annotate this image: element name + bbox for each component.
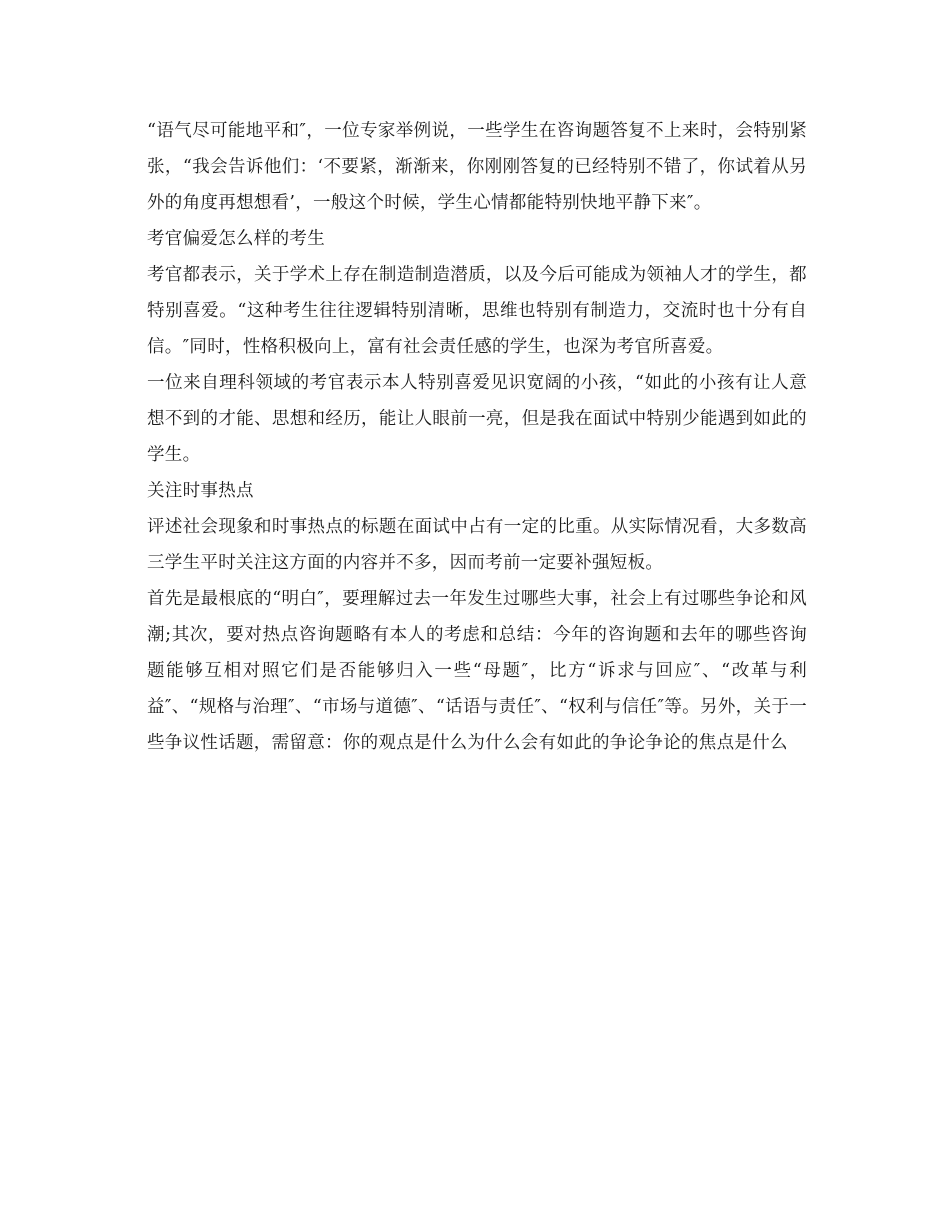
paragraph-examiner-preferences: 考官都表示，关于学术上存在制造制造潜质，以及今后可能成为领袖人才的学生，都特别喜爱。“这种考生往往逻辑特别清晰，思维也特别有制造力，交流时也十分有自信。″同时，性格积极向上，富有社会责任感的学生，也深为考官所喜爱。	[147, 265, 807, 357]
paragraph-preparation-advice: 首先是最根底的“明白″，要理解过去一年发生过哪些大事，社会上有过哪些争论和风潮;其次，要对热点咨询题略有本人的考虑和总结：今年的咨询题和去年的哪些咨询题能够互相对照它们是否能够归入一些“母题″，比方“诉求与回应″、“改革与利益″、“规格与治理″、“市场与道德″、“话语与责任″、“权利与信任″等。另外，关于一些争议性话题，需留意：你的观点是什么为什么会有如此的争论争论的焦点是什么	[147, 589, 807, 753]
document-body	[147, 113, 807, 761]
paragraph-science-examiner: 一位来自理科领域的考官表示本人特别喜爱见识宽阔的小孩，“如此的小孩有让人意想不到的才能、思想和经历，能让人眼前一亮，但是我在面试中特别少能遇到如此的学生。	[147, 373, 807, 465]
section-heading-preferred-candidates: 考官偏爱怎么样的考生	[147, 229, 325, 249]
paragraph-interview-tone: “语气尽可能地平和″，一位专家举例说，一些学生在咨询题答复不上来时，会特别紧张，“我会告诉他们：‘不要紧，渐渐来，你刚刚答复的已经特别不错了，你试着从另外的角度再想想看’，一般这个时候，学生心情都能特别快地平静下来″。	[147, 121, 807, 213]
paragraph-current-affairs-weight: 评述社会现象和时事热点的标题在面试中占有一定的比重。从实际情况看，大多数高三学生平时关注这方面的内容并不多，因而考前一定要补强短板。	[147, 517, 807, 573]
section-heading-current-affairs: 关注时事热点	[147, 481, 254, 501]
